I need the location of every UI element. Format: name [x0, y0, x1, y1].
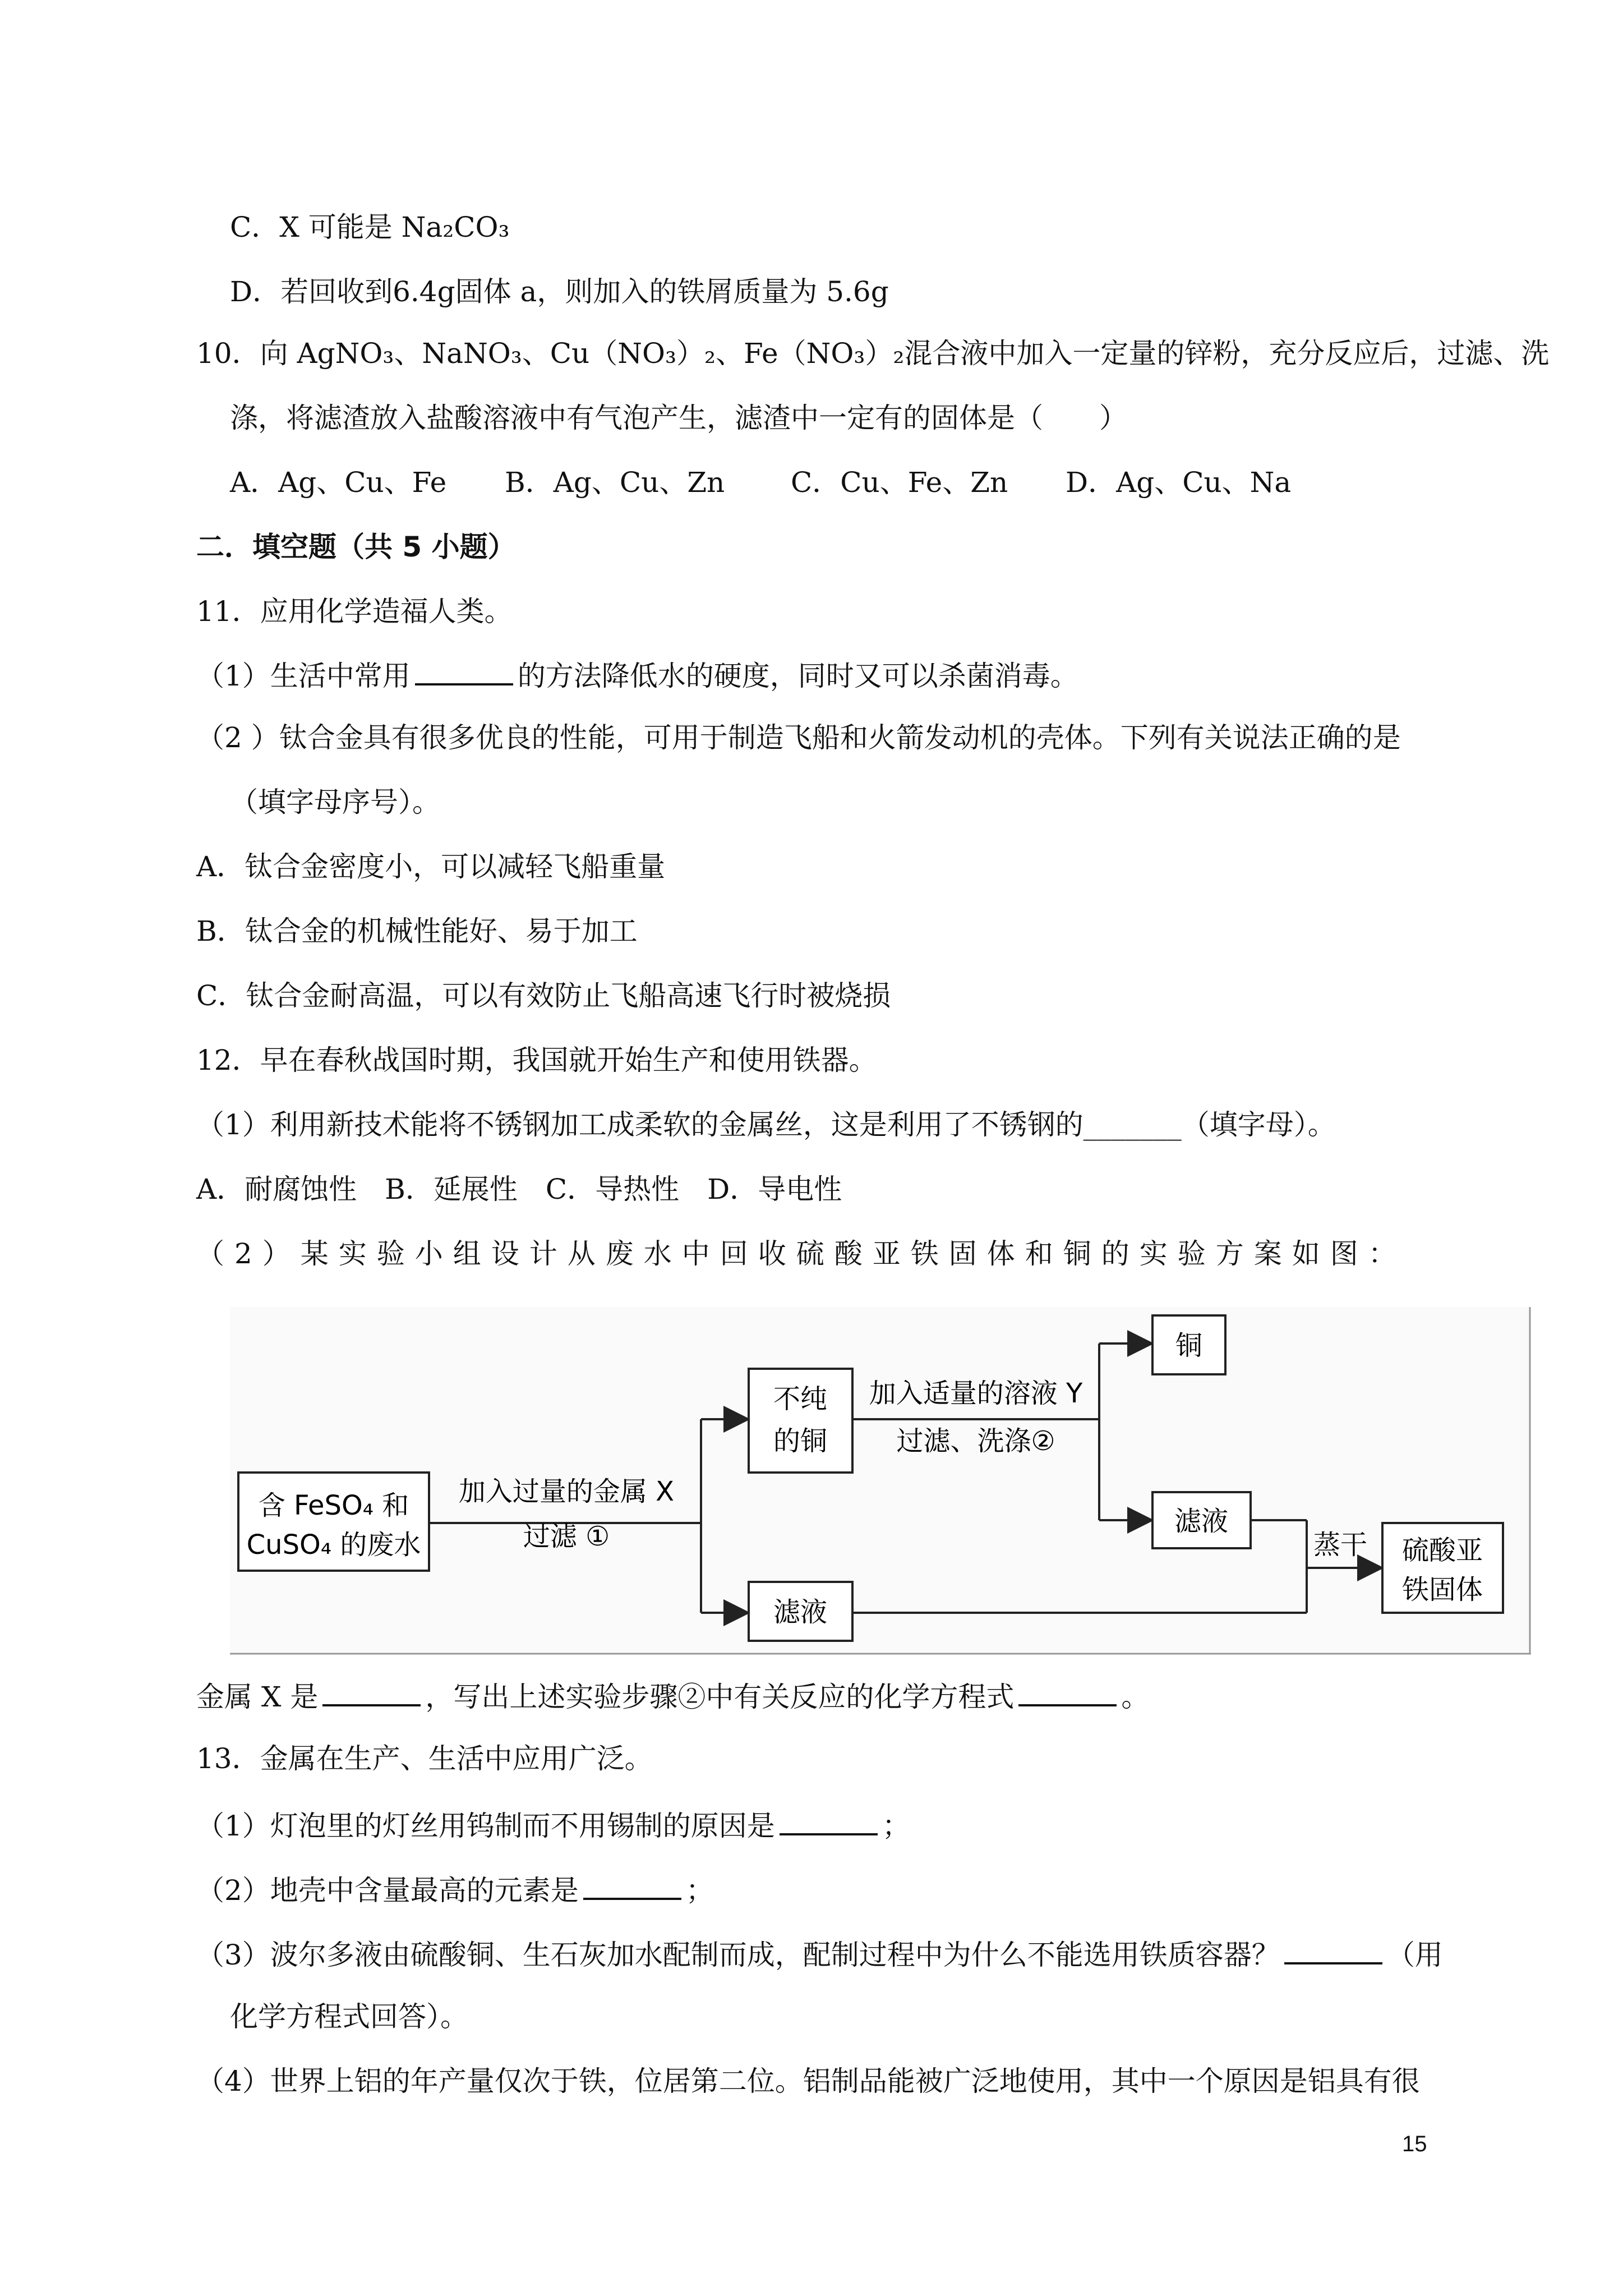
- impure-copper-label-line1: 不纯: [773, 1383, 828, 1415]
- q10-stem-line2: 涤，将滤渣放入盐酸溶液中有气泡产生，滤渣中一定有的固体是（ ）: [230, 402, 1127, 434]
- q13-part2-text-after: ；: [685, 1874, 714, 1907]
- q11-option-c: C．钛合金耐高温，可以有效防止飞船高速飞行时被烧损: [196, 979, 891, 1012]
- q12-part1: （1）利用新技术能将不锈钢加工成柔软的金属丝，这是利用了不锈钢的_______（填字母）。: [196, 1108, 1336, 1141]
- q11-part1-text-after: 的方法降低水的硬度，同时又可以杀菌消毒。: [517, 660, 1078, 692]
- step1-label-line2: 过滤 ①: [523, 1521, 610, 1552]
- equation-blank[interactable]: [1018, 1677, 1117, 1706]
- q11-part2-line2: （填字母序号）。: [230, 786, 440, 818]
- wastewater-label-line2: CuSO₄ 的废水: [246, 1529, 421, 1561]
- q9-option-d: D．若回收到6.4g固体 a，则加入的铁屑质量为 5.6g: [230, 275, 889, 308]
- filtrate-top-label: 滤液: [1174, 1506, 1229, 1537]
- ferrous-sulfate-label-line2: 铁固体: [1401, 1574, 1483, 1605]
- q10-stem-line1: 10．向 AgNO₃、NaNO₃、Cu（NO₃）₂、Fe（NO₃）₂混合液中加入一定量的锌粉，充分反应后，过滤、洗: [196, 337, 1550, 370]
- q13-part1: [196, 1806, 910, 1843]
- q12-part2: （2）某实验小组设计从废水中回收硫酸亚铁固体和铜的实验方案如图：: [196, 1237, 1407, 1270]
- q12-stem: 12．早在春秋战国时期，我国就开始生产和使用铁器。: [196, 1044, 877, 1076]
- ferrous-sulfate-label-line1: 硫酸亚: [1401, 1535, 1483, 1566]
- q12-followup-text-end: 。: [1121, 1681, 1150, 1713]
- q11-option-b: B．钛合金的机械性能好、易于加工: [196, 915, 638, 947]
- q13-part1-text-after: ；: [882, 1810, 910, 1842]
- q13-part2: [196, 1871, 714, 1907]
- q13-part2-blank[interactable]: [583, 1871, 681, 1900]
- q13-part2-text-before: （2）地壳中含量最高的元素是: [196, 1874, 579, 1907]
- q13-part3-blank[interactable]: [1284, 1935, 1382, 1964]
- q11-part1-blank[interactable]: [415, 656, 513, 685]
- q9-option-c: C．X 可能是 Na₂CO₃: [230, 211, 510, 243]
- q12-followup-text-mid: ，写出上述实验步骤②中有关反应的化学方程式: [425, 1681, 1015, 1713]
- q10-option-a: A．Ag、Cu、Fe: [230, 466, 447, 499]
- q10-option-b: B．Ag、Cu、Zn: [505, 466, 725, 499]
- q12-followup: [196, 1677, 1149, 1714]
- copper-label: 铜: [1175, 1330, 1203, 1361]
- step2-label-line2: 过滤、洗涤②: [896, 1425, 1055, 1457]
- q13-part1-blank[interactable]: [780, 1806, 878, 1835]
- q13-part3-line2: 化学方程式回答）。: [230, 2000, 468, 2033]
- q13-part3-line1: [196, 1935, 1443, 1972]
- step1-label-line1: 加入过量的金属 X: [458, 1476, 675, 1507]
- experiment-flow-diagram: [230, 1307, 1531, 1655]
- q12-part1-options: A．耐腐蚀性 B．延展性 C．导热性 D．导电性: [196, 1173, 842, 1205]
- q13-part4: （4）世界上铝的年产量仅次于铁，位居第二位。铝制品能被广泛地使用，其中一个原因是铝具有很: [196, 2065, 1420, 2097]
- q11-part1: [196, 656, 1078, 693]
- q10-option-d: D．Ag、Cu、Na: [1066, 466, 1292, 499]
- step2-label-line1: 加入适量的溶液 Y: [869, 1378, 1083, 1409]
- impure-copper-label-line2: 的铜: [773, 1425, 828, 1457]
- q13-part3-text-after: （用: [1386, 1939, 1443, 1971]
- q13-part1-text-before: （1）灯泡里的灯丝用钨制而不用锡制的原因是: [196, 1810, 775, 1842]
- page-number: 15: [1402, 2132, 1427, 2156]
- q11-part2-line1: （2 ）钛合金具有很多优良的性能，可用于制造飞船和火箭发动机的壳体。下列有关说法正确的是: [196, 721, 1401, 754]
- q13-stem: 13．金属在生产、生活中应用广泛。: [196, 1742, 653, 1775]
- q10-option-c: C．Cu、Fe、Zn: [791, 466, 1008, 499]
- q11-part1-text-before: （1）生活中常用: [196, 660, 411, 692]
- wastewater-label-line1: 含 FeSO₄ 和: [258, 1490, 409, 1521]
- section-title: 二．填空题（共 5 小题）: [196, 531, 516, 563]
- q12-followup-text-before: 金属 X 是: [196, 1681, 319, 1713]
- q13-part3-text-before: （3）波尔多液由硫酸铜、生石灰加水配制而成，配制过程中为什么不能选用铁质容器？: [196, 1939, 1280, 1971]
- filtrate-bottom-label: 滤液: [773, 1596, 828, 1628]
- metal-x-blank[interactable]: [322, 1677, 421, 1706]
- q10-options: [230, 466, 1291, 499]
- evaporate-label: 蒸干: [1313, 1529, 1368, 1561]
- q11-option-a: A．钛合金密度小，可以减轻飞船重量: [196, 850, 666, 883]
- q11-stem: 11．应用化学造福人类。: [196, 595, 513, 628]
